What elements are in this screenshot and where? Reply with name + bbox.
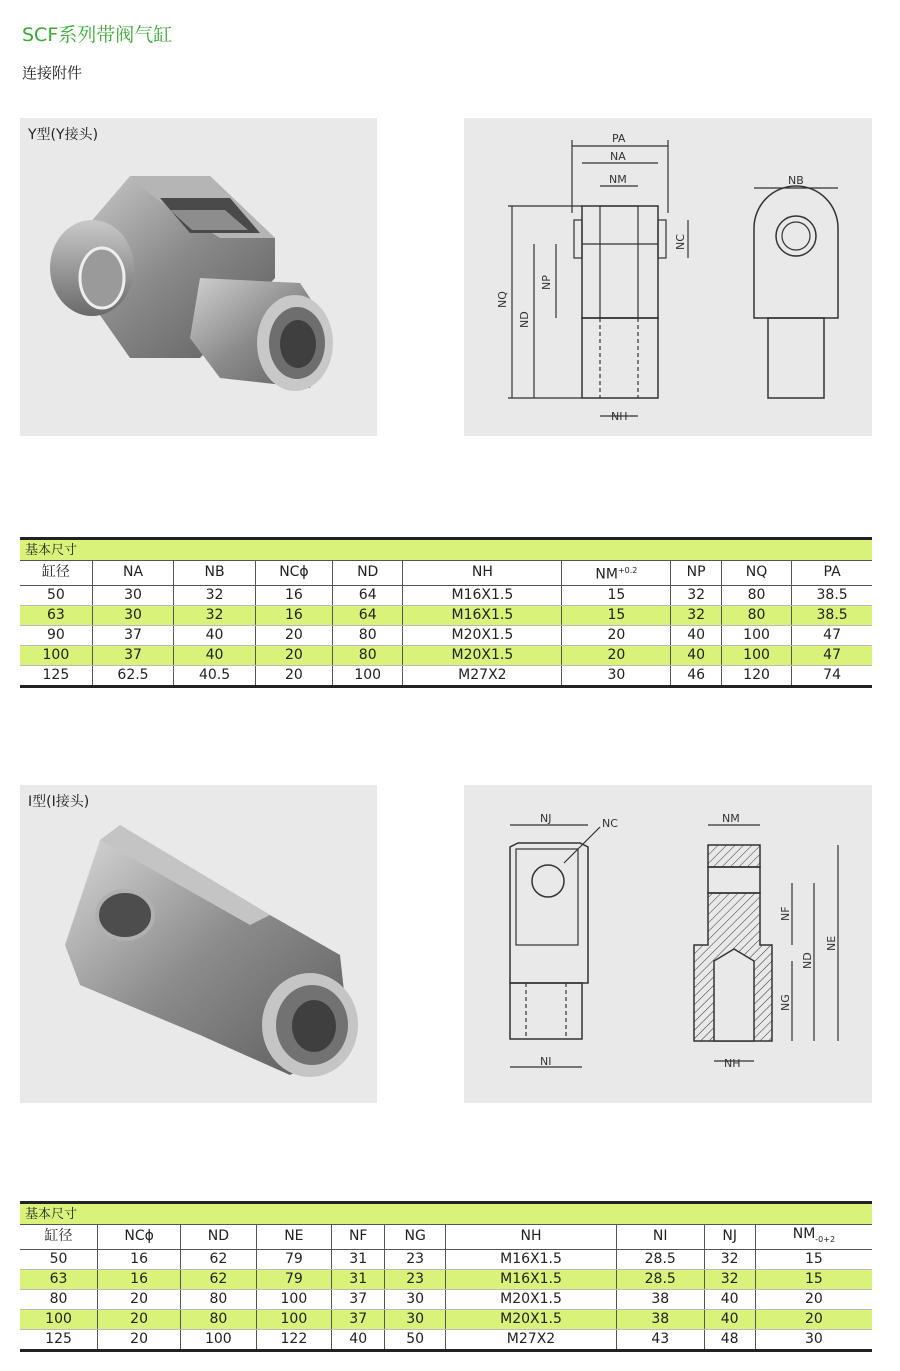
table-cell: 62.5 <box>92 665 174 686</box>
table-cell: 120 <box>721 665 791 686</box>
table-cell: 40.5 <box>174 665 256 686</box>
table-cell: 20 <box>98 1309 181 1329</box>
header-cell: NCϕ <box>255 561 332 586</box>
table-row <box>20 1309 872 1329</box>
table-cell: 30 <box>755 1329 872 1350</box>
table-cell: M20X1.5 <box>403 625 562 645</box>
table-cell: 79 <box>256 1249 332 1269</box>
dim-nb: NB <box>788 174 804 187</box>
table-row <box>20 1329 872 1350</box>
table-row <box>20 1289 872 1309</box>
table-cell: 16 <box>98 1269 181 1289</box>
table-cell: 20 <box>562 625 671 645</box>
table-cell: 100 <box>333 665 403 686</box>
i-joint-drawing <box>464 785 872 1103</box>
table-cell: 20 <box>255 665 332 686</box>
table-cell: 62 <box>181 1269 257 1289</box>
table-cell: 90 <box>20 625 92 645</box>
header-cell: NF <box>332 1225 385 1250</box>
table-cell: 32 <box>671 585 721 605</box>
tolerance: +0.2 <box>617 566 638 575</box>
table-cell: 50 <box>385 1329 446 1350</box>
table-cell: 40 <box>704 1309 755 1329</box>
table-cell: 31 <box>332 1269 385 1289</box>
header-cell: NQ <box>721 561 791 586</box>
dim-nq: NQ <box>496 291 509 308</box>
table-row <box>20 625 872 645</box>
header-cell: ND <box>181 1225 257 1250</box>
table-cell: 30 <box>92 605 174 625</box>
table-cell: 100 <box>256 1289 332 1309</box>
table-cell: 47 <box>792 645 872 665</box>
header-cell: $NM_{-0+2}$ <box>755 1225 872 1250</box>
dim-nf: NF <box>779 906 792 921</box>
table-cell: 38 <box>616 1289 704 1309</box>
i-joint-photo <box>20 785 377 1103</box>
header-cell: NI <box>616 1225 704 1250</box>
dim-nd: ND <box>801 952 814 969</box>
table-cell: 80 <box>333 645 403 665</box>
header-cell: NH <box>446 1225 617 1250</box>
table-cell: 20 <box>255 625 332 645</box>
table-cell: 63 <box>20 605 92 625</box>
table-cell: M20X1.5 <box>403 645 562 665</box>
header-cell: NH <box>403 561 562 586</box>
table-cell: 30 <box>562 665 671 686</box>
table-cell: 64 <box>333 605 403 625</box>
table-cell: 20 <box>562 645 671 665</box>
header-cell: 缸径 <box>20 561 92 586</box>
i-joint-drawing-panel <box>464 785 872 1103</box>
table-caption: 基本尺寸 <box>20 1203 872 1225</box>
table-cell: 37 <box>92 625 174 645</box>
header-cell: NB <box>174 561 256 586</box>
table-cell: M20X1.5 <box>446 1309 617 1329</box>
header-cell: PA <box>792 561 872 586</box>
table-cell: 15 <box>755 1249 872 1269</box>
table-cell: 32 <box>704 1249 755 1269</box>
table-row <box>20 665 872 686</box>
table-cell: 20 <box>755 1309 872 1329</box>
table-row <box>20 585 872 605</box>
header-cell: 缸径 <box>20 1225 98 1250</box>
table-cell: 80 <box>181 1289 257 1309</box>
table-cell: 64 <box>333 585 403 605</box>
table-cell: 16 <box>255 605 332 625</box>
table-cell: 43 <box>616 1329 704 1350</box>
table-cell: 32 <box>671 605 721 625</box>
table-cell: 40 <box>671 625 721 645</box>
table-header-row <box>20 1225 872 1250</box>
header-cell: NP <box>671 561 721 586</box>
dim-np: NP <box>540 275 553 290</box>
table-cell: 37 <box>92 645 174 665</box>
table-cell: 40 <box>332 1329 385 1350</box>
table-cell: 15 <box>562 605 671 625</box>
tolerance: -0+2 <box>815 1234 836 1244</box>
table-cell: 28.5 <box>616 1249 704 1269</box>
dim-nc: NC <box>602 817 618 830</box>
table-cell: 79 <box>256 1269 332 1289</box>
table-cell: 20 <box>98 1329 181 1350</box>
table-cell: 32 <box>704 1269 755 1289</box>
header-cell: NCϕ <box>98 1225 181 1250</box>
dim-nm: NM <box>609 173 627 186</box>
table-cell: M16X1.5 <box>403 605 562 625</box>
table-cell: 28.5 <box>616 1269 704 1289</box>
table-cell: 38.5 <box>792 605 872 625</box>
table-cell: 38.5 <box>792 585 872 605</box>
table-cell: 80 <box>20 1289 98 1309</box>
table-cell: 38 <box>616 1309 704 1329</box>
table-row <box>20 645 872 665</box>
table-cell: 15 <box>562 585 671 605</box>
table-cell: 80 <box>721 585 791 605</box>
table-cell: 100 <box>256 1309 332 1329</box>
table-cell: 62 <box>181 1249 257 1269</box>
table-cell: 31 <box>332 1249 385 1269</box>
table-cell: 100 <box>721 645 791 665</box>
table-cell: 48 <box>704 1329 755 1350</box>
table-cell: 47 <box>792 625 872 645</box>
page-subtitle: 连接附件 <box>22 64 83 82</box>
page-title: SCF系列带阀气缸 <box>22 24 173 46</box>
y-joint-label: Y型(Y接头) <box>28 127 99 143</box>
table-cell: 15 <box>755 1269 872 1289</box>
table-cell: 80 <box>333 625 403 645</box>
table-cell: 30 <box>385 1289 446 1309</box>
table-cell: 122 <box>256 1329 332 1350</box>
dim-ni: NI <box>540 1055 552 1068</box>
dim-nh: NH <box>611 410 628 423</box>
header-cell: NG <box>385 1225 446 1250</box>
table-cell: 16 <box>255 585 332 605</box>
dim-nc: NC <box>674 234 687 250</box>
header-cell: ND <box>333 561 403 586</box>
i-joint-label: I型(I接头) <box>28 794 90 810</box>
table-cell: 63 <box>20 1269 98 1289</box>
table-cell: 74 <box>792 665 872 686</box>
i-joint-spec-table <box>20 1201 872 1352</box>
table-cell: 23 <box>385 1249 446 1269</box>
table-cell: 100 <box>721 625 791 645</box>
table-cell: 46 <box>671 665 721 686</box>
table-cell: 50 <box>20 1249 98 1269</box>
header-cell: $NM^{+0.2}$ <box>562 561 671 586</box>
table-cell: 32 <box>174 605 256 625</box>
y-joint-drawing <box>464 118 872 436</box>
table-cell: 40 <box>704 1289 755 1309</box>
table-cell: 50 <box>20 585 92 605</box>
dim-nm: NM <box>722 812 740 825</box>
table-cell: 100 <box>181 1329 257 1350</box>
table-cell: M16X1.5 <box>403 585 562 605</box>
table-cell: 40 <box>174 645 256 665</box>
dim-ne: NE <box>825 935 838 951</box>
header-cell: NJ <box>704 1225 755 1250</box>
y-joint-photo-panel <box>20 118 377 436</box>
dim-pa: PA <box>612 132 626 145</box>
table-cell: 100 <box>20 1309 98 1329</box>
table-cell: M16X1.5 <box>446 1249 617 1269</box>
table-cell: 30 <box>92 585 174 605</box>
table-cell: 80 <box>181 1309 257 1329</box>
table-cell: 16 <box>98 1249 181 1269</box>
table-cell: 40 <box>174 625 256 645</box>
dim-nh: NH <box>724 1057 741 1070</box>
table-caption: 基本尺寸 <box>20 539 872 561</box>
y-joint-spec-table <box>20 537 872 688</box>
dim-na: NA <box>610 150 626 163</box>
table-cell: 100 <box>20 645 92 665</box>
table-cell: M20X1.5 <box>446 1289 617 1309</box>
table-cell: 20 <box>255 645 332 665</box>
header-cell: NA <box>92 561 174 586</box>
table-cell: 125 <box>20 1329 98 1350</box>
table-row <box>20 1249 872 1269</box>
i-joint-photo-panel <box>20 785 377 1103</box>
table-cell: 20 <box>98 1289 181 1309</box>
table-cell: 40 <box>671 645 721 665</box>
table-cell: 32 <box>174 585 256 605</box>
table-cell: M16X1.5 <box>446 1269 617 1289</box>
table-row <box>20 1269 872 1289</box>
dim-nd: ND <box>518 311 531 328</box>
table-cell: 20 <box>755 1289 872 1309</box>
y-joint-photo <box>20 118 377 436</box>
table-cell: 37 <box>332 1309 385 1329</box>
table-row <box>20 605 872 625</box>
table-cell: 125 <box>20 665 92 686</box>
y-joint-drawing-panel <box>464 118 872 436</box>
table-cell: 23 <box>385 1269 446 1289</box>
dim-ng: NG <box>779 994 792 1011</box>
table-cell: M27X2 <box>446 1329 617 1350</box>
table-cell: 80 <box>721 605 791 625</box>
table-header-row <box>20 561 872 586</box>
table-cell: 37 <box>332 1289 385 1309</box>
table-cell: 30 <box>385 1309 446 1329</box>
dim-nj: NJ <box>540 812 552 825</box>
table-cell: M27X2 <box>403 665 562 686</box>
header-cell: NE <box>256 1225 332 1250</box>
